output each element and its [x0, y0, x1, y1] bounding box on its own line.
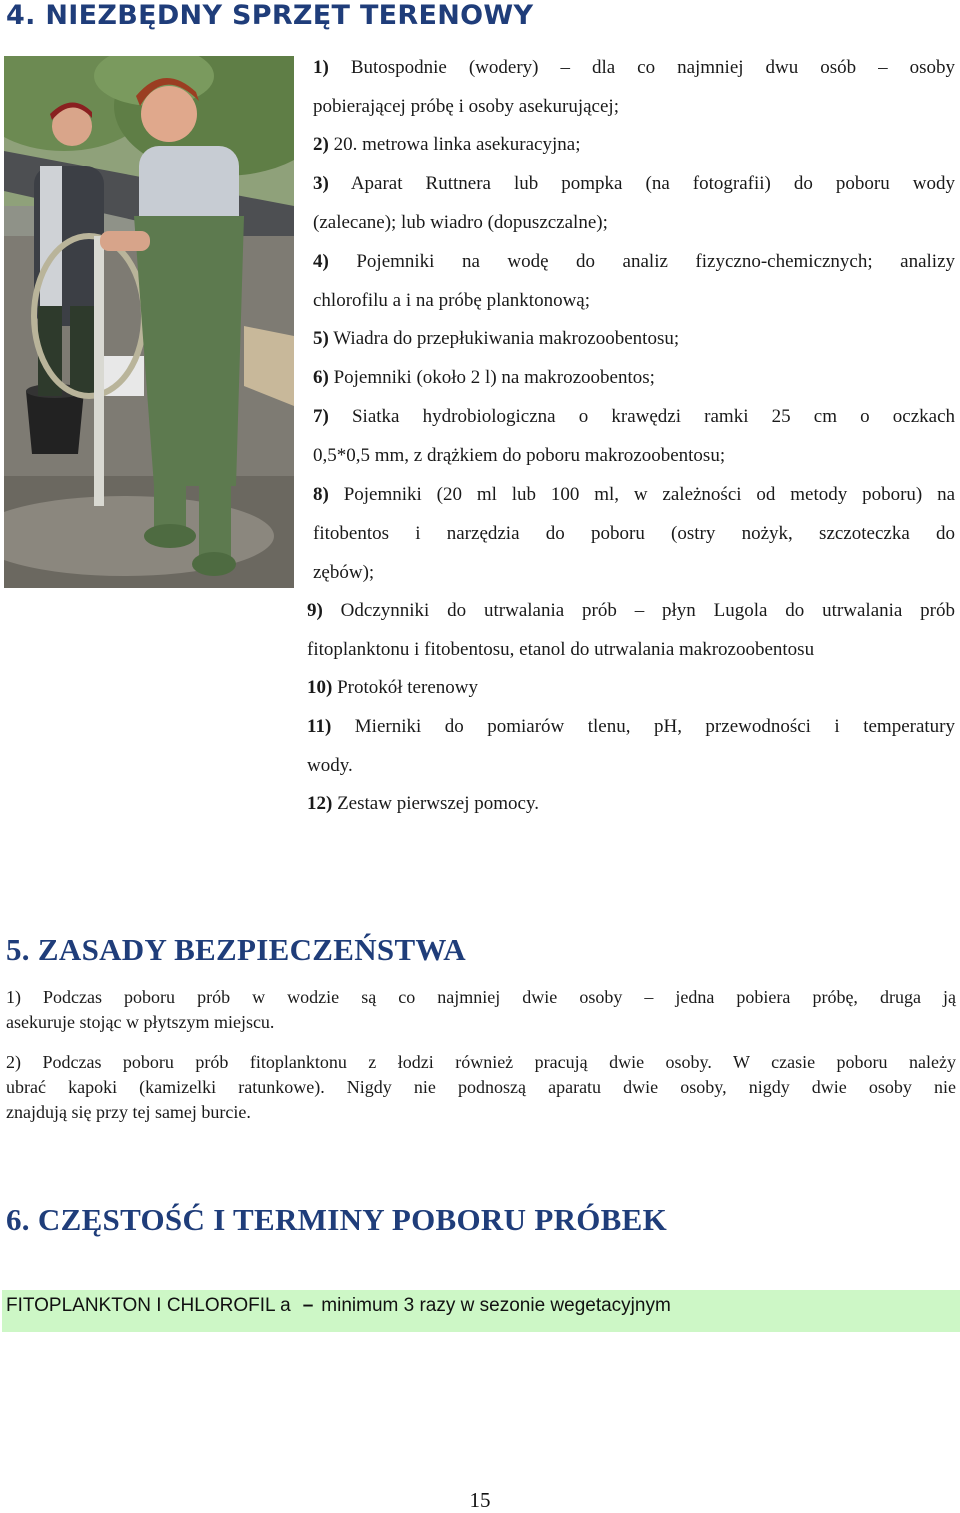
safety-paragraph-1: 1) Podczas poboru prób w wodzie są co najmniej dwie osoby – jedna pobiera próbę, druga ją asekuruje stojąc w płytszym miejscu.: [6, 987, 956, 1032]
frequency-dash: –: [302, 1295, 314, 1316]
list-item: 11) Mierniki do pomiarów tlenu, pH, przewodności i temperatury: [307, 716, 955, 737]
list-item: 2) 20. metrowa linka asekuracyjna;: [313, 134, 581, 155]
list-item: 4) Pojemniki na wodę do analiz fizyczno-chemicznych; analizy: [313, 251, 956, 272]
section-4-heading: 4. NIEZBĘDNY SPRZĘT TERENOWY: [6, 0, 534, 31]
list-item: 6) Pojemniki (około 2 l) na makrozoobentos;: [313, 367, 655, 388]
page-number: 15: [469, 1488, 491, 1512]
frequency-row: [2, 1290, 960, 1332]
list-item: 8) Pojemniki (20 ml lub 100 ml, w zależności od metody poboru) na: [313, 484, 956, 505]
field-sampling-photo: [4, 56, 294, 588]
list-item: 9) Odczynniki do utrwalania prób – płyn Lugola do utrwalania prób: [307, 600, 956, 621]
frequency-value: minimum 3 razy w sezonie wegetacyjnym: [321, 1295, 671, 1316]
list-item-continuation: pobierającej próbę i osoby asekurującej;: [313, 96, 619, 117]
list-item-continuation: wody.: [307, 755, 353, 776]
photo-illustration: [4, 56, 294, 588]
list-item: 7) Siatka hydrobiologiczna o krawędzi ramki 25 cm o oczkach: [313, 406, 956, 427]
section-5-heading: 5. ZASADY BEZPIECZEŃSTWA: [6, 932, 466, 967]
list-item: 1) Butospodnie (wodery) – dla co najmniej dwu osób – osoby: [313, 57, 955, 78]
list-item-continuation: zębów);: [313, 562, 375, 583]
section-6-heading: 6. CZĘSTOŚĆ I TERMINY POBORU PRÓBEK: [6, 1202, 668, 1237]
list-item: 10) Protokół terenowy: [307, 677, 478, 698]
list-item: 3) Aparat Ruttnera lub pompka (na fotografii) do poboru wody: [313, 173, 956, 194]
list-item-continuation: (zalecane); lub wiadro (dopuszczalne);: [313, 212, 608, 233]
list-item-continuation: 0,5*0,5 mm, z drążkiem do poboru makrozoobentosu;: [313, 445, 726, 466]
list-item-continuation: fitobentos i narzędzia do poboru (ostry nożyk, szczoteczka do: [313, 523, 955, 544]
list-item: 5) Wiadra do przepłukiwania makrozoobentosu;: [313, 328, 680, 349]
list-item-continuation: fitoplanktonu i fitobentosu, etanol do utrwalania makrozoobentosu: [307, 639, 815, 660]
safety-paragraph-2: 2) Podczas poboru prób fitoplanktonu z łodzi również pracują dwie osoby. W czasie poboru należy ubrać kapoki (kamizelki ratunkowe). Nigdy nie podnoszą aparatu dwie osoby, nigdy dwie osoby nie znajdują się przy tej samej burcie.: [6, 1052, 956, 1122]
list-item: 12) Zestaw pierwszej pomocy.: [307, 793, 539, 814]
frequency-label: FITOPLANKTON I CHLOROFIL a: [6, 1295, 291, 1316]
list-item-continuation: chlorofilu a i na próbę planktonową;: [313, 290, 591, 311]
